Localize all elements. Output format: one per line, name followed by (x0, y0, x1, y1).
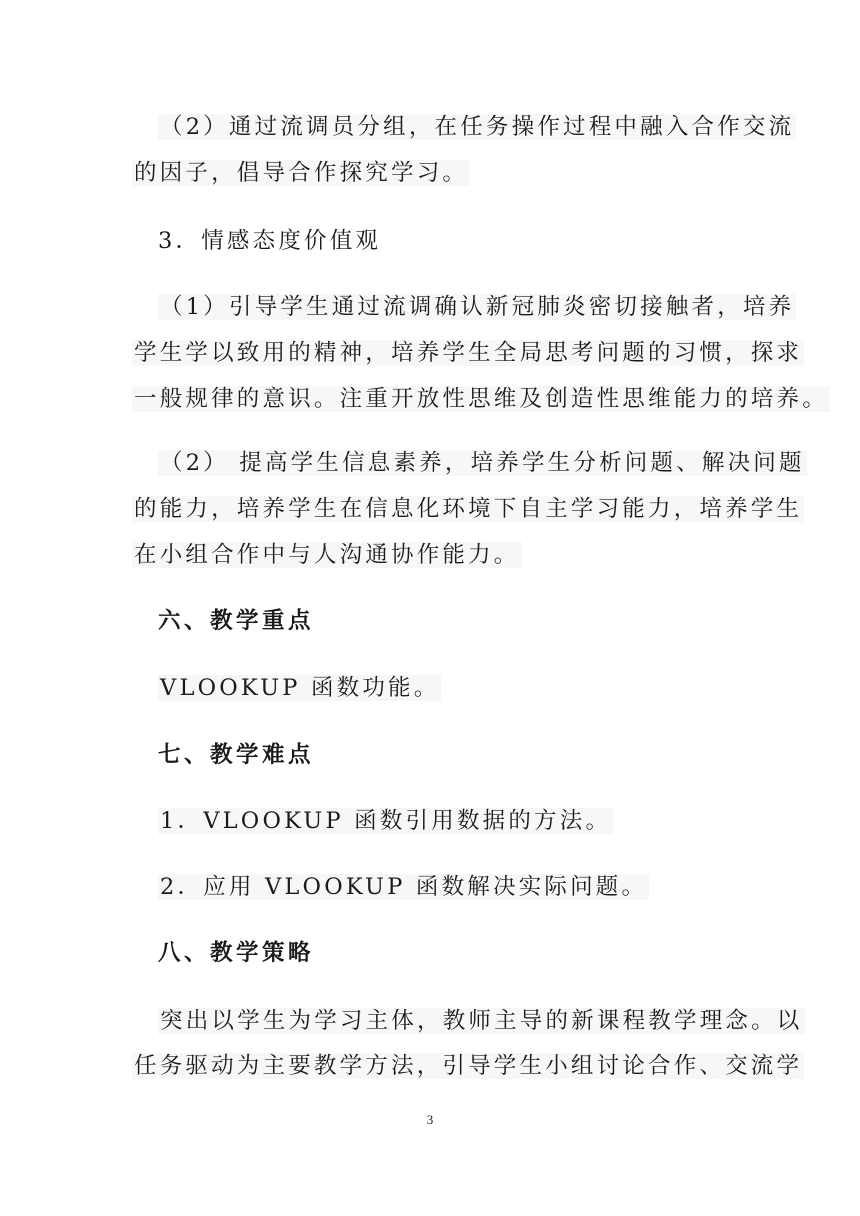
section-heading: 七、教学难点 (158, 742, 315, 768)
paragraph-line: 学生学以致用的精神，培养学生全局思考问题的习惯，探求 (134, 340, 803, 366)
paragraph-line: 的能力，培养学生在信息化环境下自主学习能力，培养学生 (134, 496, 803, 522)
paragraph-line: 突出以学生为学习主体，教师主导的新课程教学理念。以 (160, 1008, 803, 1034)
paragraph-line: 2．应用 VLOOKUP 函数解决实际问题。 (160, 874, 648, 900)
paragraph-line: 任务驱动为主要教学方法，引导学生小组讨论合作、交流学 (134, 1053, 803, 1079)
paragraph-line: 在小组合作中与人沟通协作能力。 (134, 542, 520, 568)
paragraph-line: （2）通过流调员分组，在任务操作过程中融入合作交流 (160, 114, 795, 140)
paragraph-line: （1）引导学生通过流调确认新冠肺炎密切接触者，培养 (160, 294, 795, 320)
section-heading: 六、教学重点 (158, 608, 315, 634)
paragraph-line: 一般规律的意识。注重开放性思维及创造性思维能力的培养。 (134, 386, 828, 412)
paragraph-line: （2） 提高学生信息素养，培养学生分析问题、解决问题 (160, 450, 805, 476)
section-heading: 八、教学策略 (158, 940, 315, 966)
paragraph-line: 的因子，倡导合作探究学习。 (134, 160, 469, 186)
paragraph-line: VLOOKUP 函数功能。 (160, 675, 440, 701)
paragraph-line: 1．VLOOKUP 函数引用数据的方法。 (160, 808, 612, 834)
subsection-heading: 3．情感态度价值观 (158, 228, 382, 254)
page-number: 3 (426, 1112, 434, 1127)
